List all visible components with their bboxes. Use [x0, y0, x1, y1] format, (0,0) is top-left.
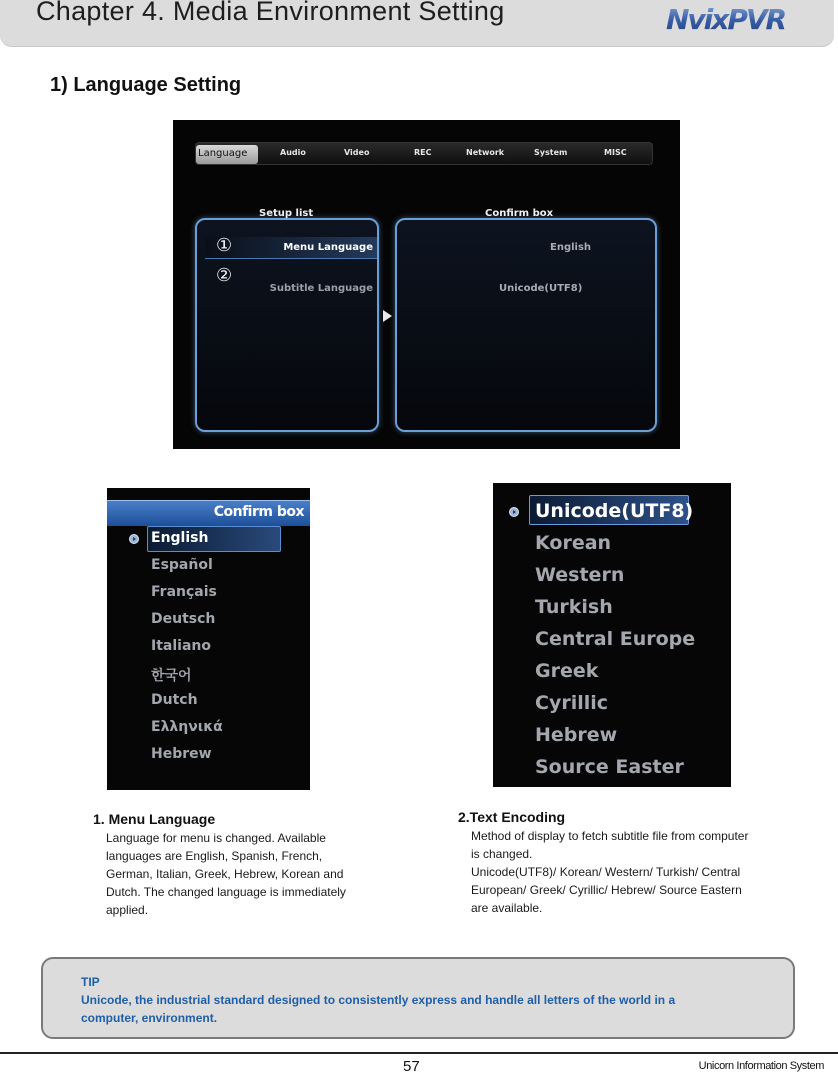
- chapter-title: Chapter 4. Media Environment Setting: [36, 0, 505, 26]
- footer-company-name: Unicorn Information System: [698, 1060, 824, 1072]
- tip-label: TIP: [81, 975, 100, 989]
- encoding-option: Greek: [535, 660, 599, 682]
- encoding-option: Turkish: [535, 596, 613, 618]
- text-encoding-text: Method of display to fetch subtitle file from computer: [471, 829, 749, 843]
- encoding-option: Western: [535, 564, 625, 586]
- encoding-option: Central Europe: [535, 628, 696, 650]
- encoding-option: Source Easter: [535, 756, 684, 778]
- tab-rec: REC: [414, 148, 432, 157]
- page-number: 57: [403, 1058, 420, 1074]
- language-option: Ελληνικά: [151, 719, 223, 735]
- language-setup-screenshot: [173, 120, 680, 449]
- text-encoding-options-screenshot: [493, 483, 731, 787]
- confirm-value-subtitle-language: Unicode(UTF8): [499, 283, 583, 294]
- menu-language-heading: 1. Menu Language: [93, 811, 216, 827]
- confirm-box-header: [107, 500, 310, 526]
- confirm-box-title: Confirm box: [485, 208, 554, 219]
- tab-video: Video: [344, 148, 370, 157]
- setup-list-title: Setup list: [259, 208, 314, 219]
- setup-row-label: Menu Language: [283, 242, 373, 253]
- text-encoding-text: Unicode(UTF8)/ Korean/ Western/ Turkish/ Central: [471, 865, 741, 879]
- language-option: Français: [151, 584, 217, 600]
- text-encoding-heading: 2.Text Encoding: [458, 809, 566, 825]
- tab-language: Language: [196, 145, 258, 164]
- tip-box: [41, 957, 795, 1039]
- tab-audio: Audio: [280, 148, 306, 157]
- nvixpvr-logo: [664, 4, 820, 34]
- language-option: Hebrew: [151, 746, 212, 762]
- tip-text: Unicode, the industrial standard designed to consistently express and handle all letters of the world in a: [81, 993, 676, 1007]
- callout-marker-1: ①: [216, 235, 233, 256]
- setup-row-label: Subtitle Language: [269, 283, 373, 294]
- tip-text: computer, environment.: [81, 1011, 218, 1025]
- confirm-box-panel: [395, 218, 657, 432]
- play-bullet-icon: [129, 534, 139, 544]
- encoding-option: Unicode(UTF8): [535, 500, 694, 522]
- encoding-option: Cyrillic: [535, 692, 609, 714]
- tab-network: Network: [466, 148, 505, 157]
- play-bullet-icon: [509, 507, 519, 517]
- confirm-box-header-label: Confirm box: [213, 504, 304, 520]
- chapter-header-bar: [0, 0, 834, 47]
- text-encoding-text: European/ Greek/ Cyrillic/ Hebrew/ Source Eastern: [471, 883, 742, 897]
- tab-system: System: [534, 148, 568, 157]
- menu-language-options-screenshot: [107, 488, 310, 790]
- encoding-option: Korean: [535, 532, 612, 554]
- language-option: Español: [151, 557, 213, 573]
- language-option: Dutch: [151, 692, 198, 708]
- language-option: English: [151, 530, 209, 546]
- text-encoding-text: is changed.: [471, 847, 533, 861]
- text-encoding-text: are available.: [471, 901, 543, 915]
- tab-misc: MISC: [604, 148, 627, 157]
- language-option: 한국어: [151, 668, 192, 684]
- section-title: 1) Language Setting: [50, 74, 242, 96]
- menu-language-text: Language for menu is changed. Available: [106, 831, 326, 845]
- arrow-right-icon: [383, 310, 392, 322]
- encoding-option: Hebrew: [535, 724, 618, 746]
- footer-divider: [0, 1052, 838, 1054]
- confirm-value-menu-language: English: [550, 242, 592, 253]
- logo-text: NvixPVR: [666, 4, 786, 34]
- callout-marker-2: ②: [216, 265, 233, 286]
- settings-menu-bar: [195, 142, 653, 165]
- menu-language-text: Dutch. The changed language is immediately: [106, 885, 346, 899]
- language-option: Deutsch: [151, 611, 216, 627]
- menu-language-text: applied.: [106, 903, 149, 917]
- menu-language-text: German, Italian, Greek, Hebrew, Korean and: [106, 867, 344, 881]
- language-option: Italiano: [151, 638, 211, 654]
- menu-language-text: languages are English, Spanish, French,: [106, 849, 323, 863]
